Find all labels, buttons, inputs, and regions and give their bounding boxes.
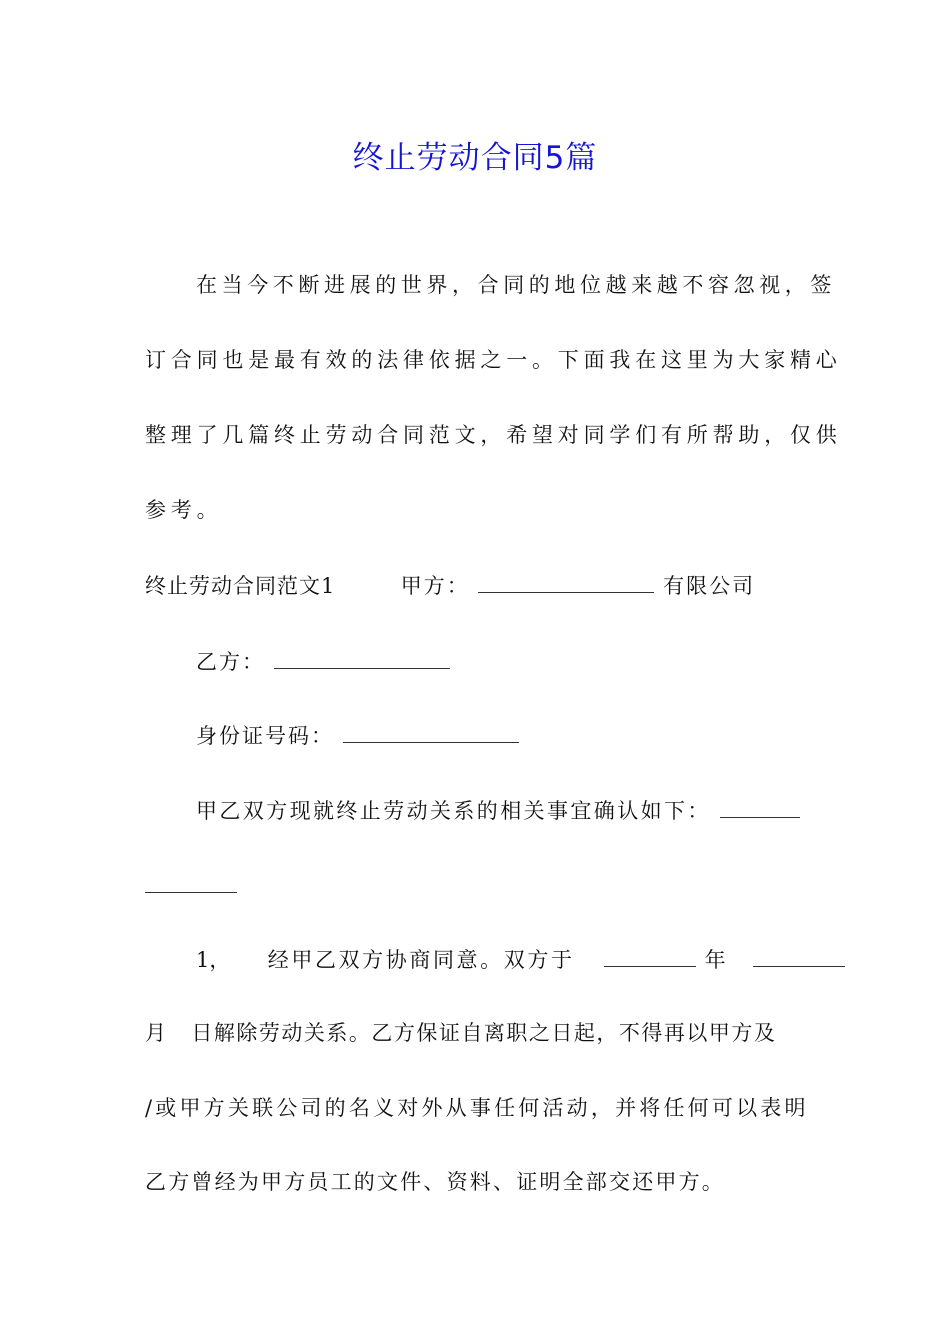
party-a-suffix: 有限公司 — [663, 574, 756, 598]
item1-number: 1， — [196, 948, 231, 972]
party-a-label: 甲方： — [400, 574, 470, 598]
item1-line-2 — [145, 1023, 776, 1044]
party-b-row — [196, 650, 452, 673]
confirm-row-continued — [145, 874, 237, 897]
item1-text-b: 日解除劳动关系。乙方保证自离职之日起，不得再以甲方及 — [191, 1021, 777, 1045]
document-title: 终止劳动合同5篇 — [352, 140, 598, 176]
sample1-heading: 终止劳动合同范文1 — [145, 574, 336, 598]
confirm-blank-1 — [720, 799, 800, 818]
confirm-blank-2 — [145, 874, 237, 893]
intro-line-2: 订合同也是最有效的法律依据之一。下面我在这里为大家精心 — [145, 348, 842, 372]
id-number-blank — [343, 724, 519, 743]
item1-line-1 — [196, 948, 847, 971]
intro-line-3: 整理了几篇终止劳动合同范文，希望对同学们有所帮助，仅供 — [145, 423, 842, 447]
intro-text-1: 在当今不断进展的世界，合同的地位越来越不容忽视，签 — [196, 273, 836, 297]
id-number-label: 身份证号码： — [196, 724, 334, 748]
item1-year-blank — [604, 948, 696, 967]
confirm-text: 甲乙双方现就终止劳动关系的相关事宜确认如下： — [196, 799, 711, 823]
party-a-blank — [478, 574, 654, 593]
intro-line-4: 参考。 — [145, 498, 223, 522]
item1-month-label: 月 — [145, 1021, 166, 1045]
item1-line-3: /或甲方关联公司的名义对外从事任何活动，并将任何可以表明 — [145, 1096, 809, 1120]
item1-year-label: 年 — [704, 948, 726, 972]
intro-line-1 — [196, 273, 836, 297]
sample1-heading-row — [145, 574, 755, 597]
party-b-blank — [274, 650, 450, 669]
item1-text-a: 经甲乙双方协商同意。双方于 — [267, 948, 575, 972]
confirm-row — [196, 799, 802, 822]
id-number-row — [196, 724, 521, 747]
item1-line-4: 乙方曾经为甲方员工的文件、资料、证明全部交还甲方。 — [145, 1170, 725, 1194]
item1-month-blank — [753, 948, 845, 967]
party-b-label: 乙方： — [196, 650, 265, 674]
